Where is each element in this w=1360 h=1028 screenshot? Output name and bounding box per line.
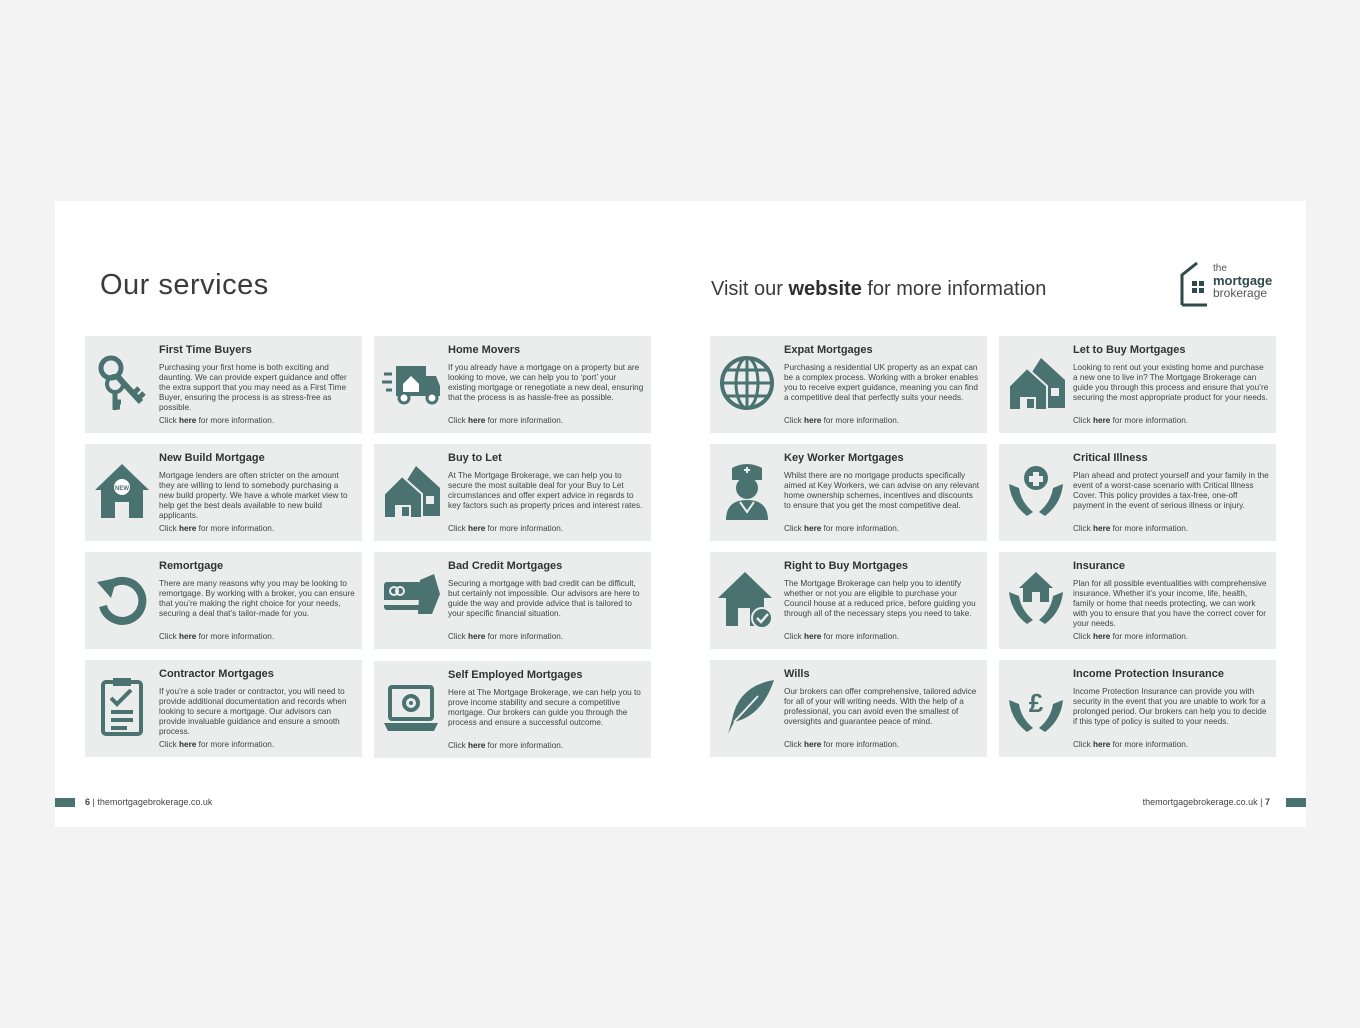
website-link[interactable]: website bbox=[788, 278, 862, 300]
service-title: Expat Mortgages bbox=[784, 344, 873, 356]
service-card bbox=[374, 661, 651, 758]
service-description: If you’re a sole trader or contractor, you will need to provide additional documentation and records when looking to secure a mortgage. Our advisors can provide invaluable guidance and ensure a smooth process. bbox=[159, 687, 347, 736]
here-link[interactable]: here bbox=[468, 524, 486, 533]
service-title: Income Protection Insurance bbox=[1073, 668, 1224, 680]
service-title: Critical Illness bbox=[1073, 452, 1148, 464]
service-description: At The Mortgage Brokerage, we can help you to secure the most suitable deal for your Buy to Let circumstances and offer expert advice in regards to key factors such as property prices and interest rates. bbox=[448, 471, 643, 510]
here-link[interactable]: here bbox=[1093, 740, 1111, 749]
logo-house-icon bbox=[1179, 261, 1211, 307]
service-card bbox=[999, 660, 1276, 757]
service-title: First Time Buyers bbox=[159, 344, 252, 356]
hands-cross-icon bbox=[1007, 460, 1065, 522]
service-card bbox=[374, 552, 651, 649]
service-description: There are many reasons why you may be looking to remortgage. By working with a broker, you can ensure that you’re making the right choice for your needs, securing a deal that’s tailor-made for you. bbox=[159, 579, 355, 618]
logo-text-the: the bbox=[1213, 263, 1227, 274]
service-description: Securing a mortgage with bad credit can be difficult, but certainly not impossible. Our advisors are here to guide the way and provide advice that is tailored to your specific financial situation. bbox=[448, 579, 640, 618]
service-description: Looking to rent out your existing home and purchase a new one to live in? The Mortgage Brokerage can guide you through this process and ensure that you’re securing the most appropriate product for your needs. bbox=[1073, 363, 1269, 402]
service-title: Self Employed Mortgages bbox=[448, 669, 583, 681]
more-info-line: Click here for more information. bbox=[784, 740, 900, 749]
quill-icon bbox=[718, 676, 776, 738]
here-link[interactable]: here bbox=[804, 416, 822, 425]
service-card bbox=[999, 552, 1276, 649]
service-card bbox=[85, 336, 362, 433]
service-card bbox=[85, 552, 362, 649]
footer-accent-right bbox=[1286, 798, 1306, 807]
service-title: Wills bbox=[784, 668, 810, 680]
here-link[interactable]: here bbox=[804, 632, 822, 641]
here-link[interactable]: here bbox=[804, 740, 822, 749]
svg-text:£: £ bbox=[1028, 688, 1044, 718]
service-card bbox=[710, 660, 987, 757]
service-description: Purchasing your first home is both exciting and daunting. We can provide expert guidance and offer the extra support that you may need as a First Time Buyer, ensuring the process is as stress-free as possible. bbox=[159, 363, 347, 412]
houses-icon bbox=[382, 460, 440, 522]
here-link[interactable]: here bbox=[468, 416, 486, 425]
house-check-icon bbox=[718, 568, 776, 630]
service-card bbox=[710, 444, 987, 541]
clipboard-icon bbox=[93, 676, 151, 738]
moving-truck-icon bbox=[382, 352, 440, 414]
footer-right: themortgagebrokerage.co.uk | 7 bbox=[1142, 797, 1270, 807]
more-info-line: Click here for more information. bbox=[159, 416, 275, 425]
service-title: Buy to Let bbox=[448, 452, 502, 464]
service-description: Our brokers can offer comprehensive, tailored advice for all of your will writing needs. With the help of a professional, you can avoid even the smallest of oversights and guarantee peace of mind. bbox=[784, 687, 977, 726]
here-link[interactable]: here bbox=[1093, 416, 1111, 425]
footer-url-right[interactable]: themortgagebrokerage.co.uk bbox=[1142, 797, 1258, 807]
service-description: Income Protection Insurance can provide you with security in the event that you are unable to work for a prolonged period. Our brokers can help you to decide if this type of policy is suited to your needs. bbox=[1073, 687, 1267, 726]
here-link[interactable]: here bbox=[468, 632, 486, 641]
here-link[interactable]: here bbox=[1093, 524, 1111, 533]
service-title: Remortgage bbox=[159, 560, 224, 572]
here-link[interactable]: here bbox=[804, 524, 822, 533]
service-card bbox=[710, 336, 987, 433]
service-description: The Mortgage Brokerage can help you to identify whether or not you are eligible to purchase your Council house at a reduced price, before guiding you through all of the necessary steps you need to take. bbox=[784, 579, 976, 618]
service-title: Insurance bbox=[1073, 560, 1125, 572]
service-card bbox=[374, 336, 651, 433]
more-info-line: Click here for more information. bbox=[448, 416, 564, 425]
houses-icon bbox=[1007, 352, 1065, 414]
page-title: Our services bbox=[100, 269, 269, 301]
svg-text:NEW: NEW bbox=[115, 486, 129, 492]
footer-url-left[interactable]: themortgagebrokerage.co.uk bbox=[97, 797, 213, 807]
footer-left: 6 | themortgagebrokerage.co.uk bbox=[85, 797, 213, 807]
keys-icon bbox=[93, 352, 151, 414]
service-title: Right to Buy Mortgages bbox=[784, 560, 909, 572]
laptop-gear-icon bbox=[382, 677, 440, 739]
visit-website-heading: Visit our website for more information bbox=[711, 278, 1047, 300]
service-description: Plan for all possible eventualities with comprehensive insurance. Whether it’s your income, life, health, family or home that needs protecting, we can work with you to ensure that you have the correct cover for your needs. bbox=[1073, 579, 1267, 628]
refresh-arrow-icon bbox=[93, 568, 151, 630]
more-info-line: Click here for more information. bbox=[159, 524, 275, 533]
brand-logo bbox=[1179, 261, 1279, 307]
nurse-icon bbox=[718, 460, 776, 522]
service-card bbox=[374, 444, 651, 541]
credit-card-icon bbox=[382, 568, 440, 630]
service-description: Here at The Mortgage Brokerage, we can help you to prove income stability and secure a competitive mortgage. Our brokers can guide you through the process and ensure a successful outcome. bbox=[448, 688, 641, 727]
service-title: New Build Mortgage bbox=[159, 452, 265, 464]
more-info-line: Click here for more information. bbox=[1073, 740, 1189, 749]
more-info-line: Click here for more information. bbox=[1073, 416, 1189, 425]
new-house-icon bbox=[93, 460, 151, 522]
more-info-line: Click here for more information. bbox=[448, 632, 564, 641]
service-title: Let to Buy Mortgages bbox=[1073, 344, 1186, 356]
more-info-line: Click here for more information. bbox=[1073, 632, 1189, 641]
here-link[interactable]: here bbox=[468, 741, 486, 750]
here-link[interactable]: here bbox=[179, 524, 197, 533]
hands-house-icon bbox=[1007, 568, 1065, 630]
service-title: Bad Credit Mortgages bbox=[448, 560, 563, 572]
service-title: Home Movers bbox=[448, 344, 521, 356]
here-link[interactable]: here bbox=[179, 632, 197, 641]
more-info-line: Click here for more information. bbox=[784, 632, 900, 641]
service-card bbox=[85, 444, 362, 541]
service-card bbox=[710, 552, 987, 649]
here-link[interactable]: here bbox=[179, 740, 197, 749]
more-info-line: Click here for more information. bbox=[784, 416, 900, 425]
here-link[interactable]: here bbox=[1093, 632, 1111, 641]
service-description: Plan ahead and protect yourself and your family in the event of a worst-case scenario with Critical Illness Cover. This policy provides a tax-free, one-off payment in the event of serious illness or injury. bbox=[1073, 471, 1269, 510]
service-card bbox=[85, 660, 362, 757]
footer-accent-left bbox=[55, 798, 75, 807]
more-info-line: Click here for more information. bbox=[1073, 524, 1189, 533]
logo-text-mortgage: mortgage bbox=[1213, 273, 1273, 288]
hands-pound-icon bbox=[1007, 676, 1065, 738]
service-title: Contractor Mortgages bbox=[159, 668, 274, 680]
more-info-line: Click here for more information. bbox=[448, 524, 564, 533]
globe-icon bbox=[718, 352, 776, 414]
more-info-line: Click here for more information. bbox=[784, 524, 900, 533]
more-info-line: Click here for more information. bbox=[159, 632, 275, 641]
service-description: If you already have a mortgage on a property but are looking to move, we can help you to ‘port’ your existing mortgage or renegotiate a new deal, ensuring that the process is as hassle-free as possible. bbox=[448, 363, 644, 402]
more-info-line: Click here for more information. bbox=[159, 740, 275, 749]
service-title: Key Worker Mortgages bbox=[784, 452, 904, 464]
here-link[interactable]: here bbox=[179, 416, 197, 425]
service-card bbox=[999, 444, 1276, 541]
brochure-spread bbox=[55, 201, 1306, 827]
service-description: Purchasing a residential UK property as an expat can be a complex process. Working with a broker enables you to receive expert guidance, meaning you can find a competitive deal that perfectly suits your needs. bbox=[784, 363, 979, 402]
service-description: Whilst there are no mortgage products specifically aimed at Key Workers, we can advise on any relevant home ownership schemes, incentives and discounts to ensure that you get the most competitive deal. bbox=[784, 471, 980, 510]
more-info-line: Click here for more information. bbox=[448, 741, 564, 750]
service-description: Mortgage lenders are often stricter on the amount they are willing to lend to somebody purchasing a new build property. We have a whole market view to help get the best deals available to new build applicants. bbox=[159, 471, 348, 520]
service-card bbox=[999, 336, 1276, 433]
logo-text-brokerage: brokerage bbox=[1213, 286, 1268, 300]
